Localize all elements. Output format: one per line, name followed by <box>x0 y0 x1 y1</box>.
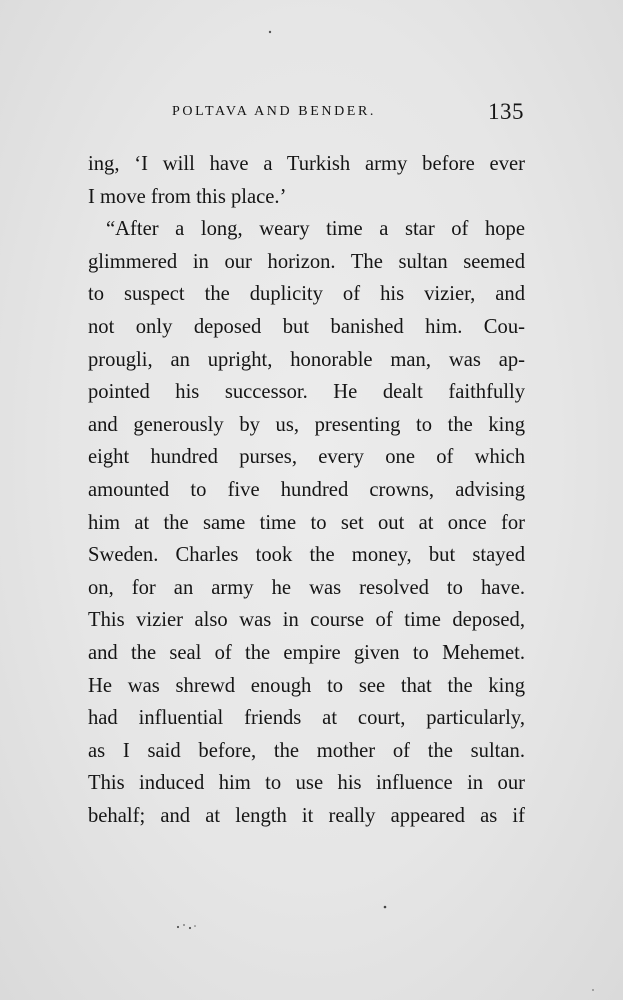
text-line: I move from this place.’ <box>88 185 287 208</box>
text-line: This induced him to use his influence in our <box>88 772 525 795</box>
text-line: not only deposed but banished him. Cou- <box>88 315 525 338</box>
text-line: ing, ‘I will have a Turkish army before ever <box>88 153 525 175</box>
text-line: This vizier also was in course of time deposed, <box>88 609 525 632</box>
text-line: and the seal of the empire given to Mehemet. <box>88 641 525 664</box>
text-line: behalf; and at length it really appeared as if <box>88 804 525 827</box>
running-head <box>88 99 524 132</box>
text-line: him at the same time to set out at once for <box>88 511 525 534</box>
text-line: He was shrewd enough to see that the king <box>88 674 525 697</box>
page-number: 135 <box>488 99 524 124</box>
text-line: amounted to five hundred crowns, advising <box>88 478 525 501</box>
text-line: to suspect the duplicity of his vizier, and <box>88 283 525 306</box>
running-title: POLTAVA AND BENDER. <box>172 104 377 119</box>
text-line: on, for an army he was resolved to have. <box>88 576 525 599</box>
text-line: as I said before, the mother of the sultan. <box>88 739 525 762</box>
text-line: glimmered in our horizon. The sultan seemed <box>88 250 525 273</box>
text-line: Sweden. Charles took the money, but stayed <box>88 544 525 567</box>
text-line: pointed his successor. He dealt faithfully <box>88 381 525 404</box>
text-line: had influential friends at court, particularly, <box>88 707 525 730</box>
body-text <box>88 148 525 832</box>
text-line: and generously by us, presenting to the king <box>88 413 525 436</box>
text-line: eight hundred purses, every one of which <box>88 446 525 469</box>
text-line: prougli, an upright, honorable man, was ap- <box>88 348 525 371</box>
text-line: “After a long, weary time a star of hope <box>106 218 525 241</box>
